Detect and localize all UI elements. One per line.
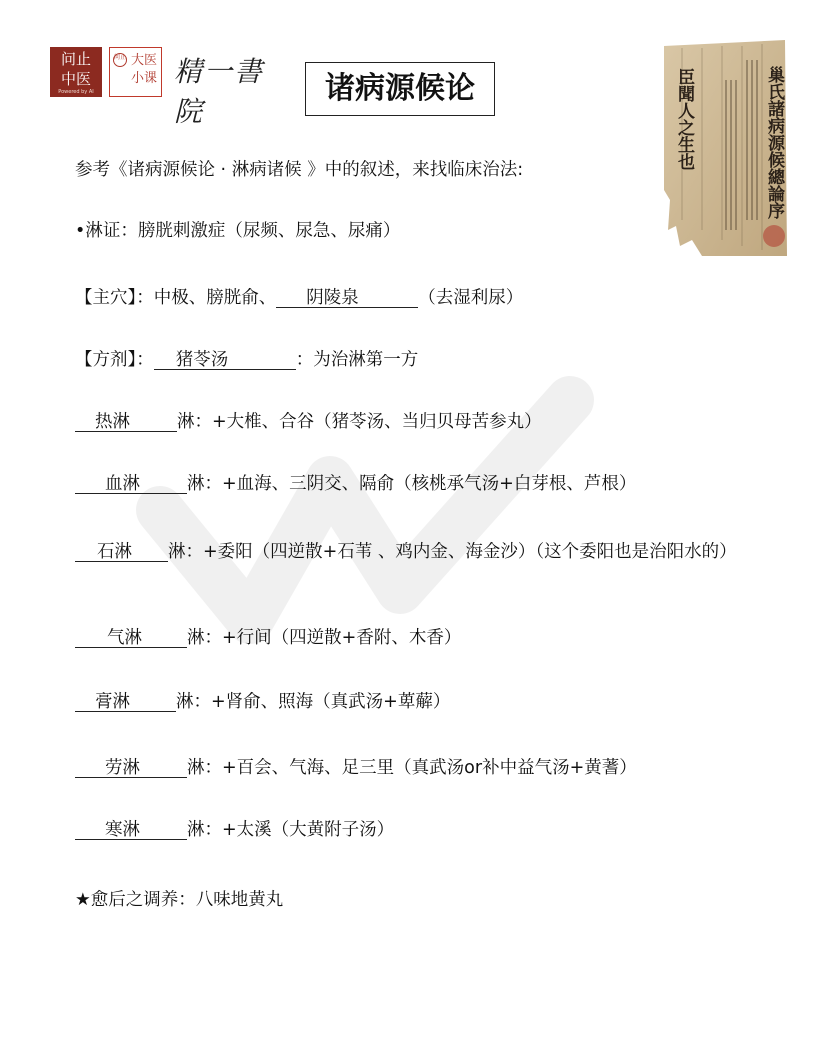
type-5-text: 淋：+肾俞、照海（真武汤+萆薢） — [176, 692, 451, 712]
type-3-blank: 石淋 — [75, 540, 168, 562]
main-points-blank: 阴陵泉 — [276, 286, 418, 308]
page-title: 诸病源候论 — [305, 62, 495, 116]
formula-blank: 猪苓汤 — [154, 348, 296, 370]
symptom-text: •淋证：膀胱刺激症（尿频、尿急、尿痛） — [75, 221, 401, 241]
type-2-text: 淋：+血海、三阴交、隔俞（核桃承气汤+白芽根、芦根） — [187, 474, 637, 494]
dayi-seal: 问止 — [113, 53, 127, 67]
intro-text: 参考《诸病源候论 · 淋病诸候 》中的叙述，来找临床治法: — [75, 160, 524, 180]
formula-line — [75, 348, 418, 372]
dayi-logo-line2: 小课 — [130, 71, 157, 86]
wenzhi-logo — [50, 47, 102, 97]
wenzhi-logo-line2: 中医 — [60, 70, 91, 88]
formula-label: 【方剂】： — [75, 350, 154, 370]
main-points-line — [75, 286, 523, 310]
book-text-right: 巢氏諸病源候總論序 — [764, 66, 784, 219]
type-1-blank: 热淋 — [75, 410, 177, 432]
watermark-logo — [130, 360, 690, 660]
type-6-text: 淋：+百会、气海、足三里（真武汤or补中益气汤+黄蓍） — [187, 758, 637, 778]
type-line-2 — [75, 472, 636, 496]
type-line-1 — [75, 410, 542, 434]
type-line-3 — [75, 540, 795, 564]
type-7-blank: 寒淋 — [75, 818, 187, 840]
type-5-blank: 膏淋 — [75, 690, 176, 712]
dayi-logo-line1: 大医 — [130, 53, 157, 68]
main-points-label: 【主穴】：中极、膀胱俞、 — [75, 288, 277, 308]
wenzhi-logo-tagline: Powered by AI — [58, 89, 94, 95]
type-4-text: 淋：+行间（四逆散+香附、木香） — [187, 628, 462, 648]
ancient-book-image — [662, 40, 787, 256]
type-line-6 — [75, 756, 637, 780]
type-4-blank: 气淋 — [75, 626, 187, 648]
formula-suffix: ：为治淋第一方 — [295, 350, 419, 370]
dayi-xiaoke-logo — [109, 47, 162, 97]
main-points-suffix: （去湿利尿） — [418, 288, 524, 308]
type-7-text: 淋：+太溪（大黄附子汤） — [187, 820, 395, 840]
type-3-text: 淋：+委阳（四逆散+石苇 、鸡内金、海金沙）（这个委阳也是治阳水的） — [168, 542, 737, 562]
type-line-4 — [75, 626, 461, 650]
wenzhi-logo-line1: 问止 — [60, 50, 91, 68]
type-line-7 — [75, 818, 394, 842]
type-6-blank: 劳淋 — [75, 756, 187, 778]
jingyi-shuyuan-logo: 精一書院 — [174, 55, 265, 128]
footer-note: ★愈后之调养：八味地黄丸 — [75, 890, 284, 910]
svg-text:臣聞人之生也: 臣聞人之生也 — [674, 68, 694, 170]
type-2-blank: 血淋 — [75, 472, 187, 494]
type-1-text: 淋：+大椎、合谷（猪苓汤、当归贝母苦参丸） — [177, 412, 542, 432]
type-line-5 — [75, 690, 450, 714]
